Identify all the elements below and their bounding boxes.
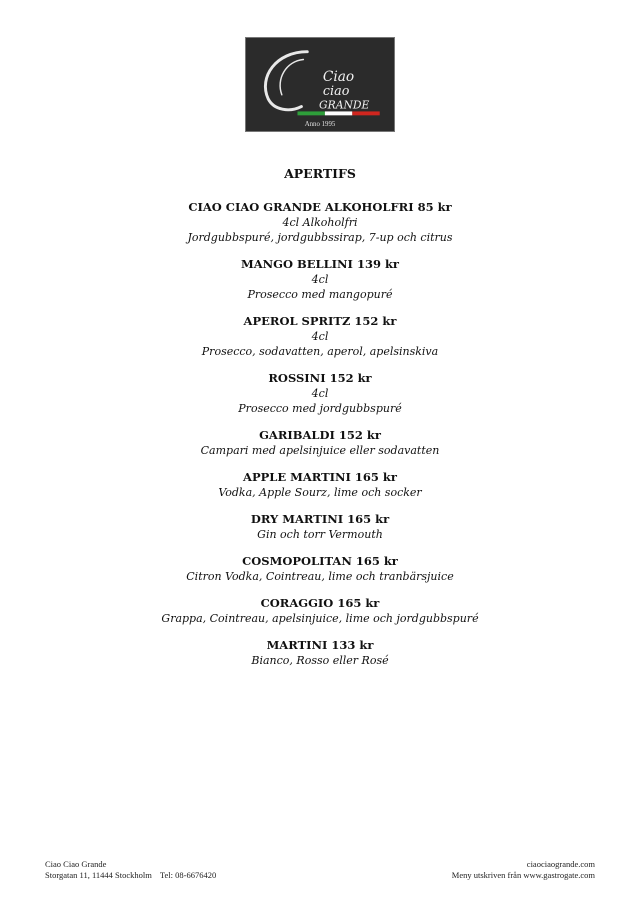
menu-item-description: Prosecco med jordgubbspuré [238,402,402,415]
menu-item-description: Grappa, Cointreau, apelsinjuice, lime och jordgubbspuré [161,612,479,625]
menu-item-description: 4cl [311,387,329,400]
menu-item-name: DRY MARTINI 165 kr [250,512,390,526]
logo-tagline: Anno 1995 [304,121,336,129]
logo-graphic [246,38,394,131]
menu-item-description: Citron Vodka, Cointreau, lime och tranbärsjuice [186,570,454,583]
menu-item [0,596,640,626]
menu-item-name: CORAGGIO 165 kr [260,596,380,610]
logo-line1: Ciao [322,69,355,86]
footer-phone: Tel: 08-6676420 [159,870,217,880]
logo-line3: GRANDE [319,98,370,112]
flag-red-stripe [352,111,379,115]
menu-item [0,200,640,245]
menu-item-name: COSMOPOLITAN 165 kr [242,554,398,568]
logo-line2: ciao [322,82,350,98]
menu-section [0,166,640,680]
footer-credit: Meny utskriven från www.gastrogate.com [451,870,595,880]
footer-right [452,859,595,881]
flag-white-stripe [325,111,352,115]
menu-item-name: APPLE MARTINI 165 kr [243,470,397,484]
menu-item-description: Gin och torr Vermouth [257,528,383,541]
menu-item-description: 4cl [311,330,329,343]
section-title: APERTIFS [284,166,356,181]
menu-item-description: Prosecco, sodavatten, aperol, apelsinskiva [201,345,439,358]
menu-item-description: Jordgubbspuré, jordgubbssirap, 7-up och citrus [187,231,453,244]
menu-item-name: MARTINI 133 kr [266,638,374,652]
menu-item-description: Prosecco med mangopuré [247,288,393,301]
footer-address: Storgatan 11, 11444 Stockholm [45,870,152,880]
menu-item-name: GARIBALDI 152 kr [259,428,381,442]
menu-item-description: 4cl Alkoholfri [282,216,358,229]
menu-item-list [0,200,640,668]
menu-item-description: Bianco, Rosso eller Rosé [251,654,389,667]
menu-item-description: Vodka, Apple Sourz, lime och socker [218,486,422,499]
menu-item [0,314,640,359]
menu-item-name: MANGO BELLINI 139 kr [241,257,399,271]
footer-contact [45,870,216,881]
footer-restaurant-name: Ciao Ciao Grande [45,859,107,869]
menu-item-description: 4cl [311,273,329,286]
menu-item [0,638,640,668]
menu-item [0,428,640,458]
menu-item [0,554,640,584]
menu-item-description: Campari med apelsinjuice eller sodavatten [200,444,440,457]
menu-item-name: APEROL SPRITZ 152 kr [243,314,397,328]
menu-item [0,257,640,302]
menu-item [0,512,640,542]
footer-website-link[interactable]: ciaociaogrande.com [526,859,595,869]
menu-item [0,470,640,500]
menu-item-name: CIAO CIAO GRANDE ALKOHOLFRI 85 kr [188,200,452,214]
menu-item [0,371,640,416]
menu-item-name: ROSSINI 152 kr [268,371,372,385]
flag-green-stripe [297,111,324,115]
restaurant-logo [245,37,395,132]
footer-left [45,859,216,881]
